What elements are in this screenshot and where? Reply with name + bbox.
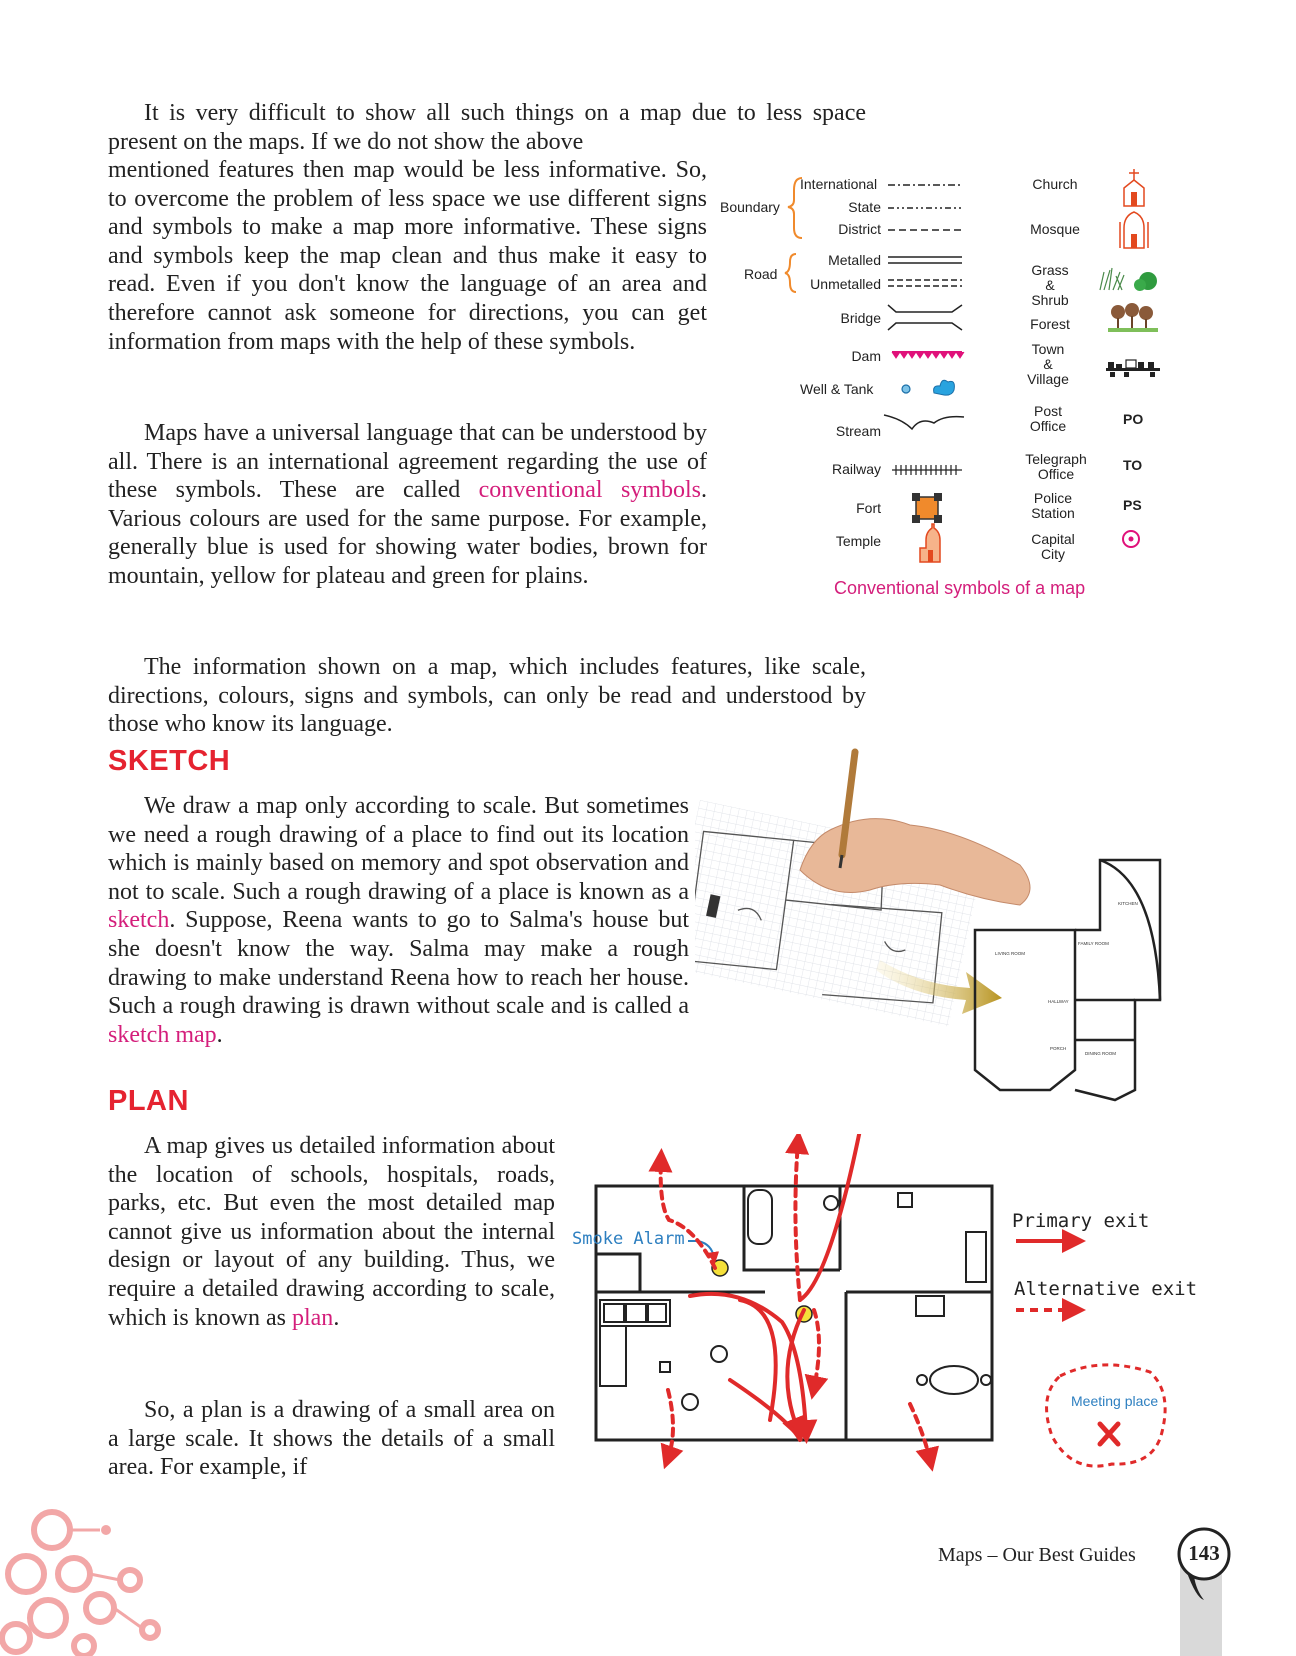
- code-to: TO: [1123, 457, 1143, 473]
- boundary-brace: [788, 178, 802, 238]
- paragraph-plan-2: So, a plan is a drawing of a small area on a large scale. It shows the details of a small area. For example, if: [108, 1397, 555, 1481]
- label-post-office: Post Office: [1029, 403, 1067, 434]
- label-living-room: LIVING ROOM: [995, 951, 1026, 956]
- floor-plan-labels: [995, 901, 1138, 1056]
- road-brace: [785, 254, 796, 292]
- label-fort: Fort: [856, 500, 881, 516]
- hand-with-pencil-icon: [800, 752, 1030, 905]
- capital-city-icon: [1123, 531, 1139, 547]
- footer-title: Maps – Our Best Guides: [938, 1544, 1136, 1566]
- label-hallway: HALLWAY: [1048, 999, 1069, 1004]
- sketch-illustration: [695, 742, 1175, 1106]
- label-district: District: [838, 221, 881, 237]
- dam-icon: [892, 352, 964, 358]
- label-alternative-exit: Alternative exit: [1014, 1278, 1198, 1300]
- mosque-icon: [1120, 212, 1148, 248]
- heading-sketch: SKETCH: [108, 745, 231, 777]
- evacuation-plan: [560, 1134, 1180, 1474]
- building-walls: [596, 1186, 992, 1440]
- temple-icon: [920, 524, 940, 562]
- label-police-station: Police Station: [1031, 490, 1075, 521]
- label-capital-city: Capital City: [1031, 531, 1075, 562]
- label-boundary: Boundary: [720, 199, 780, 215]
- code-ps: PS: [1123, 497, 1142, 513]
- label-primary-exit: Primary exit: [1012, 1210, 1150, 1232]
- label-temple: Temple: [835, 533, 881, 549]
- decorative-bubbles-icon: [0, 1500, 180, 1656]
- meeting-place-x-icon: [1100, 1424, 1118, 1444]
- label-unmetalled: Unmetalled: [810, 276, 881, 292]
- label-church: Church: [1032, 176, 1078, 192]
- church-icon: [1124, 169, 1144, 206]
- term-plan: plan: [291, 1304, 334, 1331]
- label-porch: PORCH: [1050, 1046, 1067, 1051]
- paragraph-conventional-symbols: Maps have a universal language that can be understood by all. There is an international agreement regarding the use of these symbols. These are called conventional symbols. Various colours are used for the same purpose. For example, generally blue is used for showing water bodies, brown for mountain, yellow for plateau and green for plains.: [108, 420, 707, 589]
- label-smoke-alarm: Smoke Alarm: [572, 1229, 685, 1249]
- paragraph-plan-1: A map gives us detailed information about the location of schools, hospitals, roads, parks, etc. But even the most detailed map cannot give us information about the internal design or layout of any building. Thus, we require a detailed drawing according to scale, which is known as plan.: [108, 1133, 555, 1331]
- label-town-village: Town & Village: [1027, 341, 1069, 387]
- paragraph-map-language: The information shown on a map, which includes features, like scale, directions, colours, signs and symbols, can only be read and understood by those who know its language.: [108, 654, 866, 738]
- code-po: PO: [1123, 411, 1144, 427]
- meeting-place-boundary: [1047, 1365, 1166, 1466]
- primary-exit-routes: [690, 1134, 862, 1440]
- railway-icon: [892, 465, 962, 475]
- term-conventional-symbols: conventional symbols: [478, 477, 701, 504]
- label-metalled: Metalled: [828, 252, 881, 268]
- label-forest: Forest: [1030, 316, 1070, 332]
- symbol-graphics: [780, 160, 1180, 580]
- town-village-icon: [1106, 360, 1160, 377]
- stream-icon: [884, 415, 964, 429]
- label-meeting-place: Meeting place: [1071, 1393, 1159, 1409]
- label-dam: Dam: [851, 348, 881, 364]
- label-stream: Stream: [835, 423, 881, 439]
- forest-icon: [1108, 303, 1158, 332]
- label-family-room: FAMILY ROOM: [1078, 941, 1109, 946]
- fort-icon: [912, 493, 942, 523]
- label-grass-shrub: Grass & Shrub: [1031, 262, 1069, 308]
- paragraph-intro-top: It is very difficult to show all such things on a map due to less space present on the maps. If we do not show the above: [108, 100, 866, 155]
- page-tab-decoration: [1170, 1500, 1296, 1656]
- paragraph-sketch: We draw a map only according to scale. But sometimes we need a rough drawing of a place to find out its location which is mainly based on memory and spot observation and not to scale. Such a rough drawing of a place is known as a sketch. Suppose, Reena wants to go to Salma's house but she doesn't know the way. Salma may make a rough drawing to make understand Reena how to reach her house. Such a rough drawing is drawn without scale and is called a sketch map.: [108, 793, 689, 1048]
- label-international: International: [800, 176, 878, 192]
- term-sketch: sketch: [108, 907, 170, 934]
- tank-icon: [934, 380, 955, 395]
- label-kitchen: KITCHEN: [1118, 901, 1138, 906]
- label-state: State: [848, 199, 881, 215]
- term-sketch-map: sketch map: [108, 1021, 217, 1048]
- grass-shrub-icon: [1100, 268, 1157, 291]
- heading-plan: PLAN: [108, 1085, 189, 1117]
- page-number: 143: [1188, 1541, 1220, 1565]
- label-well-tank: Well & Tank: [800, 381, 874, 397]
- well-icon: [902, 385, 910, 393]
- label-bridge: Bridge: [840, 310, 881, 326]
- label-road: Road: [744, 266, 778, 282]
- paragraph-intro-wrapped: mentioned features then map would be less informative. So, to overcome the problem of less space we use different signs and symbols to make a map more informative. These signs and symbols keep the map clean and thus make it easy to read. Even if you don't know the language of an area and therefore cannot ask someone for directions, you can get information from maps with the help of these symbols.: [108, 157, 707, 355]
- label-railway: Railway: [831, 461, 881, 477]
- alternative-exit-routes: [661, 1142, 930, 1460]
- bridge-icon: [888, 305, 962, 330]
- label-telegraph-office: Telegraph Office: [1025, 451, 1087, 482]
- caption-conventional-symbols: Conventional symbols of a map: [834, 578, 1086, 598]
- label-mosque: Mosque: [1030, 221, 1080, 237]
- label-dining-room: DINING ROOM: [1085, 1051, 1116, 1056]
